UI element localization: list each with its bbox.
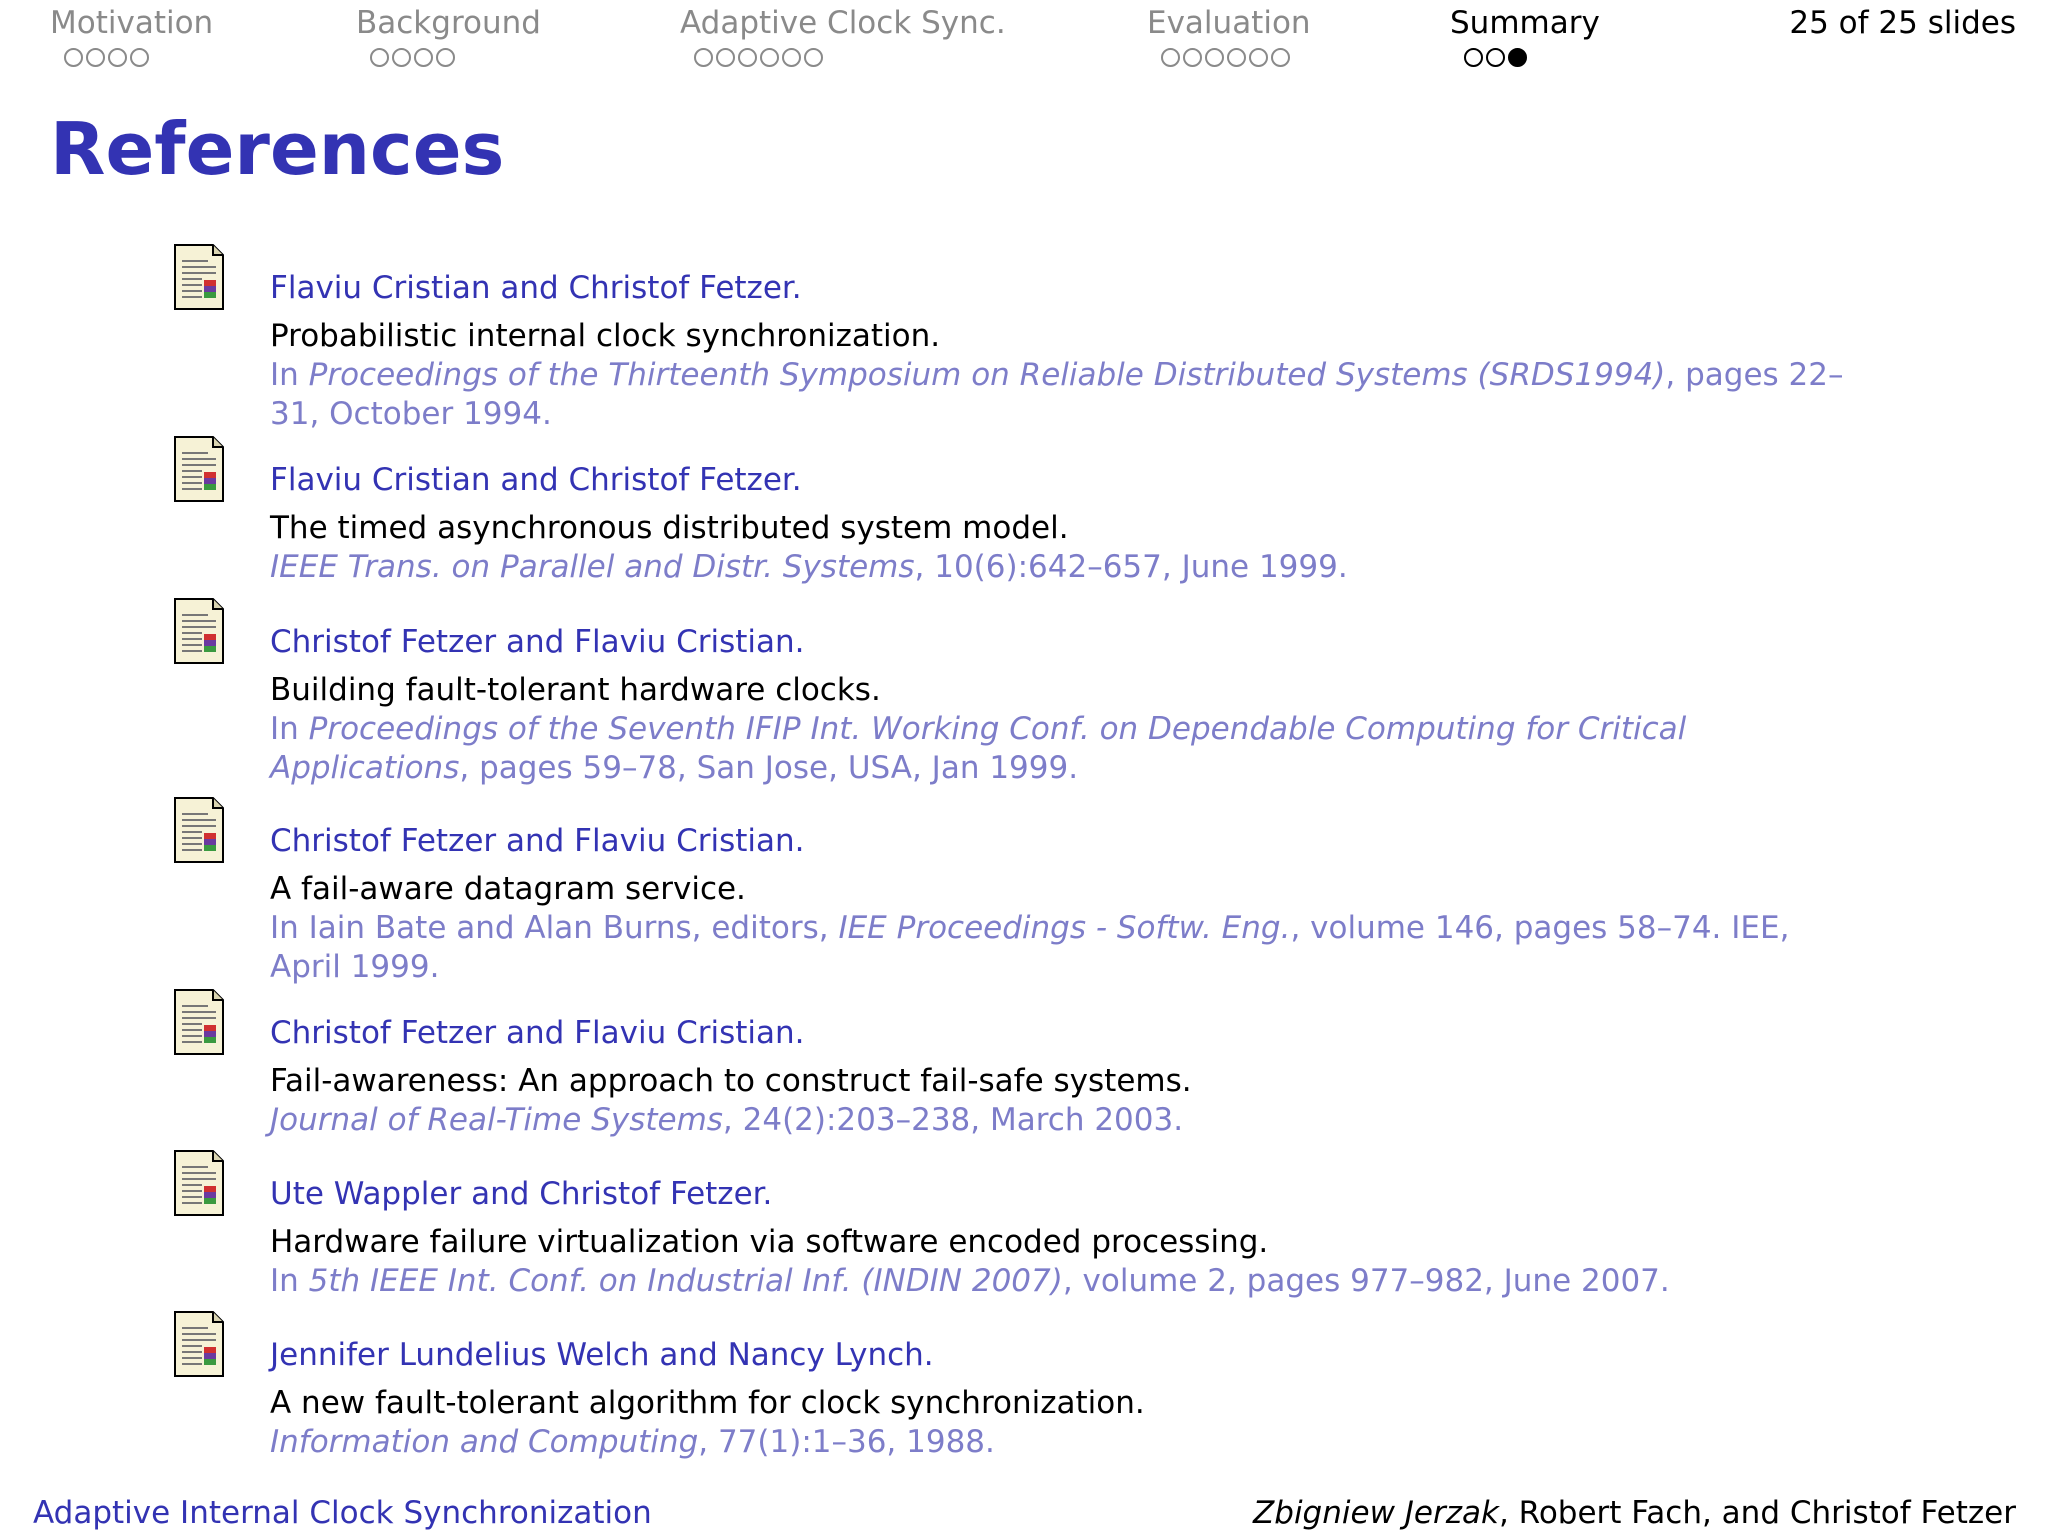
footer-first-author: Zbigniew Jerzak [1253, 1495, 1499, 1531]
nav-slide-dot[interactable] [1486, 48, 1505, 67]
document-icon [174, 244, 224, 310]
bib-title: Hardware failure virtualization via software encoded processing. [270, 1224, 1269, 1260]
bib-title: Fail-awareness: An approach to construct fail-safe systems. [270, 1063, 1192, 1099]
bib-venue-part: IEE Proceedings - Softw. Eng. [838, 910, 1291, 946]
document-icon [174, 797, 224, 863]
bib-venue [270, 909, 1870, 987]
nav-slide-dot[interactable] [1508, 48, 1527, 67]
nav-section-summary[interactable] [1450, 4, 1600, 67]
footer-title[interactable]: Adaptive Internal Clock Synchronization [33, 1495, 652, 1531]
bib-authors: Ute Wappler and Christof Fetzer. [270, 1176, 773, 1212]
nav-slide-dot[interactable] [1161, 48, 1180, 67]
footer-authors [1253, 1494, 2016, 1532]
bib-authors: Jennifer Lundelius Welch and Nancy Lynch. [270, 1337, 934, 1373]
nav-section-dots [356, 48, 541, 67]
bib-authors: Christof Fetzer and Flaviu Cristian. [270, 1015, 805, 1051]
bib-authors: Christof Fetzer and Flaviu Cristian. [270, 624, 805, 660]
bib-venue [270, 548, 1870, 587]
nav-slide-dot[interactable] [414, 48, 433, 67]
nav-slide-dot[interactable] [1464, 48, 1483, 67]
nav-slide-dot[interactable] [86, 48, 105, 67]
bib-venue-part: , volume 2, pages 977–982, June 2007. [1062, 1263, 1670, 1299]
bib-venue-part: , volume 146, pages 58–74. IEE, April 1999. [270, 910, 1790, 985]
bib-entry-text [270, 244, 1870, 434]
bib-title: Probabilistic internal clock synchronization. [270, 318, 941, 354]
nav-section-adaptive-clock-sync[interactable] [680, 4, 1006, 67]
nav-slide-dot[interactable] [370, 48, 389, 67]
nav-slide-dot[interactable] [760, 48, 779, 67]
nav-slide-dot[interactable] [1227, 48, 1246, 67]
bib-entry-text [270, 797, 1870, 987]
bib-venue-part: IEEE Trans. on Parallel and Distr. Systems [270, 549, 915, 585]
bib-entry-text [270, 1150, 1870, 1301]
nav-slide-dot[interactable] [1271, 48, 1290, 67]
nav-slide-dot[interactable] [782, 48, 801, 67]
nav-section-motivation[interactable] [50, 4, 213, 67]
bib-venue-part: In Iain Bate and Alan Burns, editors, [270, 910, 839, 946]
document-icon [174, 1150, 224, 1216]
nav-section-dots [680, 48, 1006, 67]
bib-title: A fail-aware datagram service. [270, 871, 746, 907]
bib-venue-part: In [270, 711, 309, 747]
nav-section-label[interactable]: Evaluation [1147, 5, 1311, 41]
bib-title: Building fault-tolerant hardware clocks. [270, 672, 881, 708]
bib-venue-part: , 77(1):1–36, 1988. [698, 1424, 995, 1460]
footer-other-authors: , Robert Fach, and Christof Fetzer [1498, 1495, 2016, 1531]
nav-slide-dot[interactable] [694, 48, 713, 67]
nav-slide-dot[interactable] [64, 48, 83, 67]
nav-slide-dot[interactable] [804, 48, 823, 67]
bib-entry-text [270, 989, 1870, 1140]
bib-venue-part: Journal of Real-Time Systems [270, 1102, 723, 1138]
bib-authors: Flaviu Cristian and Christof Fetzer. [270, 462, 802, 498]
bib-venue-part: , 10(6):642–657, June 1999. [914, 549, 1348, 585]
nav-slide-dot[interactable] [1249, 48, 1268, 67]
nav-section-dots [1147, 48, 1311, 67]
nav-section-evaluation[interactable] [1147, 4, 1311, 67]
nav-slide-dot[interactable] [738, 48, 757, 67]
bib-authors: Flaviu Cristian and Christof Fetzer. [270, 270, 802, 306]
document-icon [174, 598, 224, 664]
nav-section-dots [50, 48, 213, 67]
bib-venue [270, 710, 1870, 788]
bib-venue-part: , pages 22–31, October 1994. [270, 357, 1844, 432]
document-icon [174, 436, 224, 502]
bib-venue-part: In [270, 1263, 309, 1299]
bib-entry-text [270, 436, 1870, 587]
document-icon [174, 1311, 224, 1377]
nav-section-label[interactable]: Motivation [50, 5, 214, 41]
bib-title: A new fault-tolerant algorithm for clock synchronization. [270, 1385, 1145, 1421]
bib-venue [270, 1262, 1870, 1301]
bib-entry-text [270, 1311, 1870, 1462]
bib-venue [270, 1101, 1870, 1140]
nav-slide-dot[interactable] [130, 48, 149, 67]
nav-section-label[interactable]: Background [356, 5, 541, 41]
bib-venue-part: Proceedings of the Thirteenth Symposium on Reliable Distributed Systems (SRDS1994) [308, 357, 1666, 393]
nav-slide-dot[interactable] [108, 48, 127, 67]
bib-venue-part: , 24(2):203–238, March 2003. [722, 1102, 1184, 1138]
nav-slide-dot[interactable] [436, 48, 455, 67]
nav-section-dots [1450, 48, 1600, 67]
slide-counter: 25 of 25 slides [1789, 5, 2016, 41]
nav-section-label[interactable]: Summary [1450, 5, 1600, 41]
nav-slide-dot[interactable] [392, 48, 411, 67]
bib-venue [270, 356, 1870, 434]
nav-section-background[interactable] [356, 4, 541, 67]
bib-venue-part: 5th IEEE Int. Conf. on Industrial Inf. (INDIN 2007) [308, 1263, 1063, 1299]
nav-section-label[interactable]: Adaptive Clock Sync. [680, 5, 1006, 41]
bib-title: The timed asynchronous distributed system model. [270, 510, 1069, 546]
bib-authors: Christof Fetzer and Flaviu Cristian. [270, 823, 805, 859]
bib-venue [270, 1423, 1870, 1462]
document-icon [174, 989, 224, 1055]
nav-slide-dot[interactable] [716, 48, 735, 67]
bib-venue-part: , pages 59–78, San Jose, USA, Jan 1999. [459, 750, 1079, 786]
nav-slide-dot[interactable] [1205, 48, 1224, 67]
bib-venue-part: Information and Computing [270, 1424, 699, 1460]
frame-title: References [50, 107, 505, 191]
bib-entry-text [270, 598, 1870, 788]
bib-venue-part: In [270, 357, 309, 393]
nav-slide-dot[interactable] [1183, 48, 1202, 67]
bib-venue-part: Proceedings of the Seventh IFIP Int. Working Conf. on Dependable Computing for Critical Applications [270, 711, 1687, 786]
